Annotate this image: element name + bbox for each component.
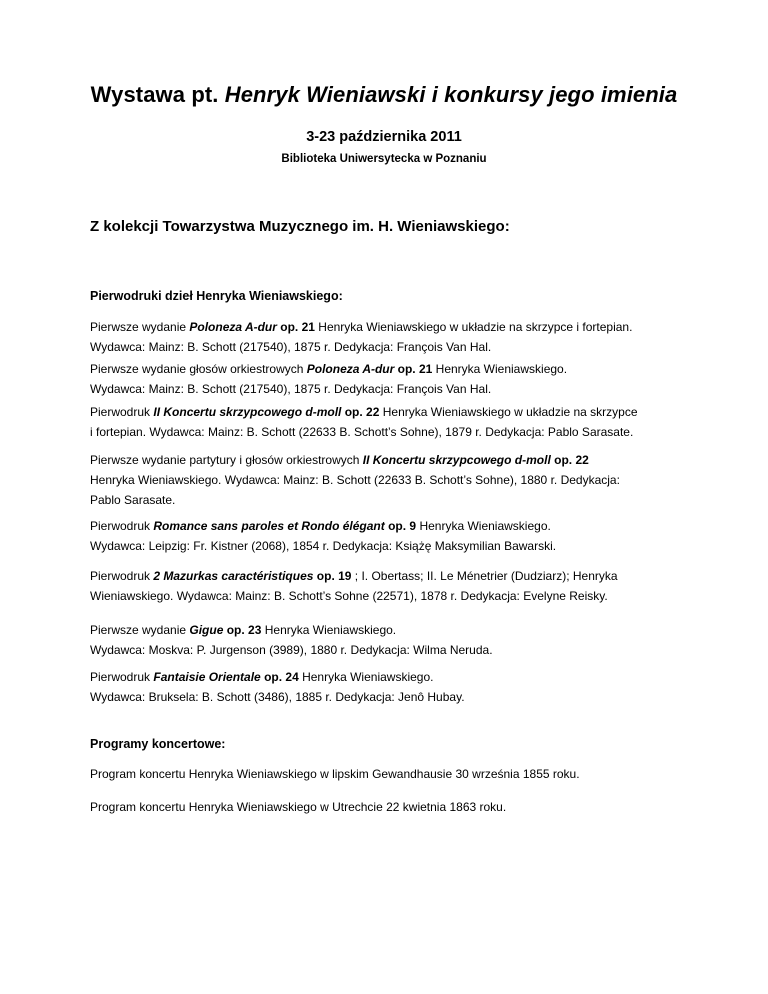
list-item	[90, 667, 690, 707]
title-exhibition-name: Henryk Wieniawski i konkursy jego imienia	[224, 82, 678, 107]
entry-line-1: Pierwodruk Fantaisie Orientale op. 24 Henryka Wieniawskiego.	[90, 670, 434, 684]
entry-line-1: Pierwodruk II Koncertu skrzypcowego d-moll op. 22 Henryka Wieniawskiego w układzie na skrzypce	[90, 405, 638, 419]
entry-line-2: Wydawca: Leipzig: Fr. Kistner (2068), 1854 r. Dedykacja: Książę Maksymilian Bawarski.	[90, 539, 557, 553]
list-item	[90, 402, 690, 442]
list-item	[90, 620, 690, 660]
exhibition-venue: Biblioteka Uniwersytecka w Poznaniu	[281, 153, 487, 165]
entry-line-1: Pierwsze wydanie głosów orkiestrowych Poloneza A-dur op. 21 Henryka Wieniawskiego.	[90, 362, 568, 376]
entry-line-2: Wydawca: Bruksela: B. Schott (3486), 1885 r. Dedykacja: Jenô Hubay.	[90, 690, 465, 704]
list-item	[90, 317, 690, 357]
exhibition-dates: 3-23 października 2011	[306, 129, 462, 145]
exhibition-title	[0, 82, 768, 108]
collection-heading: Z kolekcji Towarzystwa Muzycznego im. H. Wieniawskiego:	[90, 218, 510, 235]
entry-line-1: Pierwsze wydanie Gigue op. 23 Henryka Wieniawskiego.	[90, 623, 397, 637]
entry-line-2: Wydawca: Mainz: B. Schott (217540), 1875 r. Dedykacja: François Van Hal.	[90, 340, 492, 354]
title-prefix: Wystawa pt.	[90, 82, 225, 107]
list-item	[90, 516, 690, 556]
programs-heading: Programy koncertowe:	[90, 737, 226, 751]
entry-line-2: i fortepian. Wydawca: Mainz: B. Schott (22633 B. Schott’s Sohne), 1879 r. Dedykacja: Pablo Sarasate.	[90, 425, 634, 439]
entry-line-3: Pablo Sarasate.	[90, 493, 176, 507]
list-item	[90, 359, 690, 399]
list-item: Program koncertu Henryka Wieniawskiego w lipskim Gewandhausie 30 września 1855 roku.	[90, 767, 580, 781]
first-editions-heading: Pierwodruki dzieł Henryka Wieniawskiego:	[90, 289, 343, 303]
entry-line-2: Henryka Wieniawskiego. Wydawca: Mainz: B. Schott (22633 B. Schott’s Sohne), 1880 r. Dedykacja:	[90, 473, 620, 487]
list-item	[90, 450, 690, 510]
entry-line-1: Pierwsze wydanie Poloneza A-dur op. 21 Henryka Wieniawskiego w układzie na skrzypce i fortepian.	[90, 320, 633, 334]
entry-line-1: Pierwsze wydanie partytury i głosów orkiestrowych II Koncertu skrzypcowego d-moll op. 22	[90, 453, 589, 467]
entry-line-2: Wydawca: Mainz: B. Schott (217540), 1875 r. Dedykacja: François Van Hal.	[90, 382, 492, 396]
list-item	[90, 566, 690, 606]
entry-line-1: Pierwodruk Romance sans paroles et Rondo élégant op. 9 Henryka Wieniawskiego.	[90, 519, 551, 533]
entry-line-1: Pierwodruk 2 Mazurkas caractéristiques op. 19 ; I. Obertass; II. Le Ménetrier (Dudziarz); Henryka	[90, 569, 618, 583]
entry-line-2: Wydawca: Moskva: P. Jurgenson (3989), 1880 r. Dedykacja: Wilma Neruda.	[90, 643, 493, 657]
list-item: Program koncertu Henryka Wieniawskiego w Utrechcie 22 kwietnia 1863 roku.	[90, 800, 507, 814]
entry-line-2: Wieniawskiego. Wydawca: Mainz: B. Schott’s Sohne (22571), 1878 r. Dedykacja: Evelyne Reisky.	[90, 589, 608, 603]
